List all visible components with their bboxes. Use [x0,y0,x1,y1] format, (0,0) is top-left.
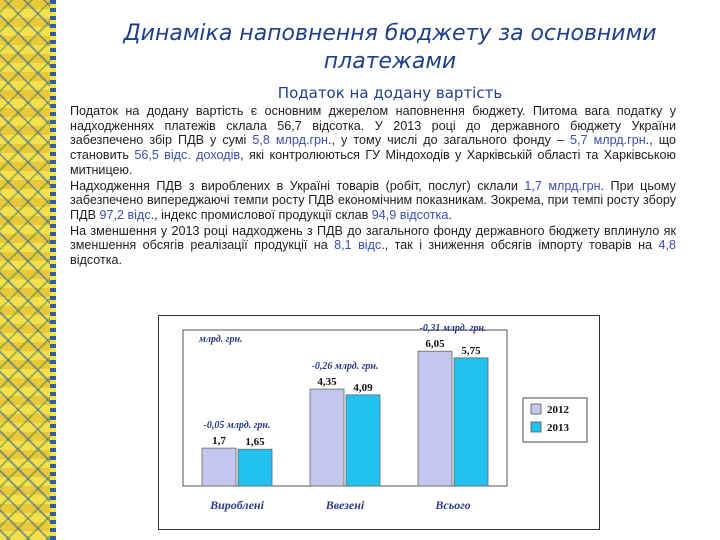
paragraph-3-text-1: На зменшення у 2013 році надходжень з ПДВ до загального фонду державного бюджету вплинуло як зменшення обсягів реалізації продукції на [70,223,676,253]
paragraph-3-value-1: 8,1 відс [334,238,382,253]
paragraph-3-text-3: відсотка. [70,253,123,268]
paragraph-2-text-3: ., індекс промислової продукції склав [150,207,372,222]
paragraph-1-text-1: Податок на додану вартість є основним джерелом наповнення бюджету. Питома вага податку у надходженнях платежів склала 56,7 відсотка. У 2013 році до державного бюджету України забезпечено збір ПДВ у сумі [70,104,676,148]
paragraph-2-text-1: Надходження ПДВ з вироблених в Україні товарів (робіт, послуг) склали [70,178,525,193]
difference-label-1: -0,05 млрд. грн. [203,420,271,432]
difference-label-2: -0,26 млрд. грн. [311,361,379,373]
legend-label-2013: 2013 [547,422,569,434]
paragraph-1-value-3: 56,5 відс. доходів [134,148,241,163]
ornament-border [0,0,56,540]
bar-label-2012-1: 1,7 [212,435,226,448]
legend-swatch-2013 [531,422,541,432]
category-label-3: Всього [435,498,471,512]
bar-label-2013-1: 1,65 [245,436,265,449]
paragraph-3-value-2: 4,8 [658,238,676,253]
difference-label-3: -0,31 млрд. грн. [419,323,487,335]
paragraph-2-value-2: 97,2 відс [99,207,151,222]
bar-2013-1 [238,449,272,486]
paragraph-1-text-3: ., що становить [70,133,676,163]
body-text [70,104,676,269]
vat-bar-chart [158,315,600,530]
unit-label: млрд. грн. [199,334,243,345]
bar-2012-3 [418,351,452,486]
paragraph-3 [70,224,676,268]
legend-label-2012: 2012 [547,404,569,416]
paragraph-1-text-2: ., у тому числі до загального фонду – [328,133,571,148]
legend-swatch-2012 [531,404,541,414]
category-label-2: Ввезені [325,498,365,512]
category-label-1: Вироблені [210,498,264,512]
paragraph-1-text-4: , які контролюються ГУ Міндоходів у Харківській області та Харківською митницею. [70,148,676,177]
bar-label-2012-2: 4,35 [317,376,337,389]
paragraph-2-text-4: . [448,207,452,222]
paragraph-2-value-1: 1,7 млрд.грн [524,178,601,193]
bar-label-2013-3: 5,75 [461,344,481,357]
bar-2013-2 [346,395,380,486]
bar-label-2013-2: 4,09 [353,381,373,394]
chart-canvas [159,316,599,529]
bar-2012-1 [202,448,236,486]
slide-title: Динаміка наповнення бюджету за основними платежами [123,21,657,74]
bar-label-2012-3: 6,05 [425,338,445,351]
paragraph-3-text-2: ., так і зниження обсягів імпорту товарів на [381,238,659,253]
paragraph-2-text-2: . При цьому забезпечено випереджаючі темпи росту ПДВ економічним показникам. Зокрема, при темпі росту збору ПДВ [70,178,676,222]
paragraph-2 [70,179,676,223]
bar-2012-2 [310,389,344,486]
paragraph-1 [70,104,676,178]
bar-2013-3 [454,358,488,486]
paragraph-1-value-2: 5,7 млрд.грн [570,133,646,148]
paragraph-1-value-1: 5,8 млрд.грн [252,133,329,148]
slide-subtitle: Податок на додану вартість [277,84,503,102]
paragraph-2-value-3: 94,9 відсотка [371,207,449,222]
